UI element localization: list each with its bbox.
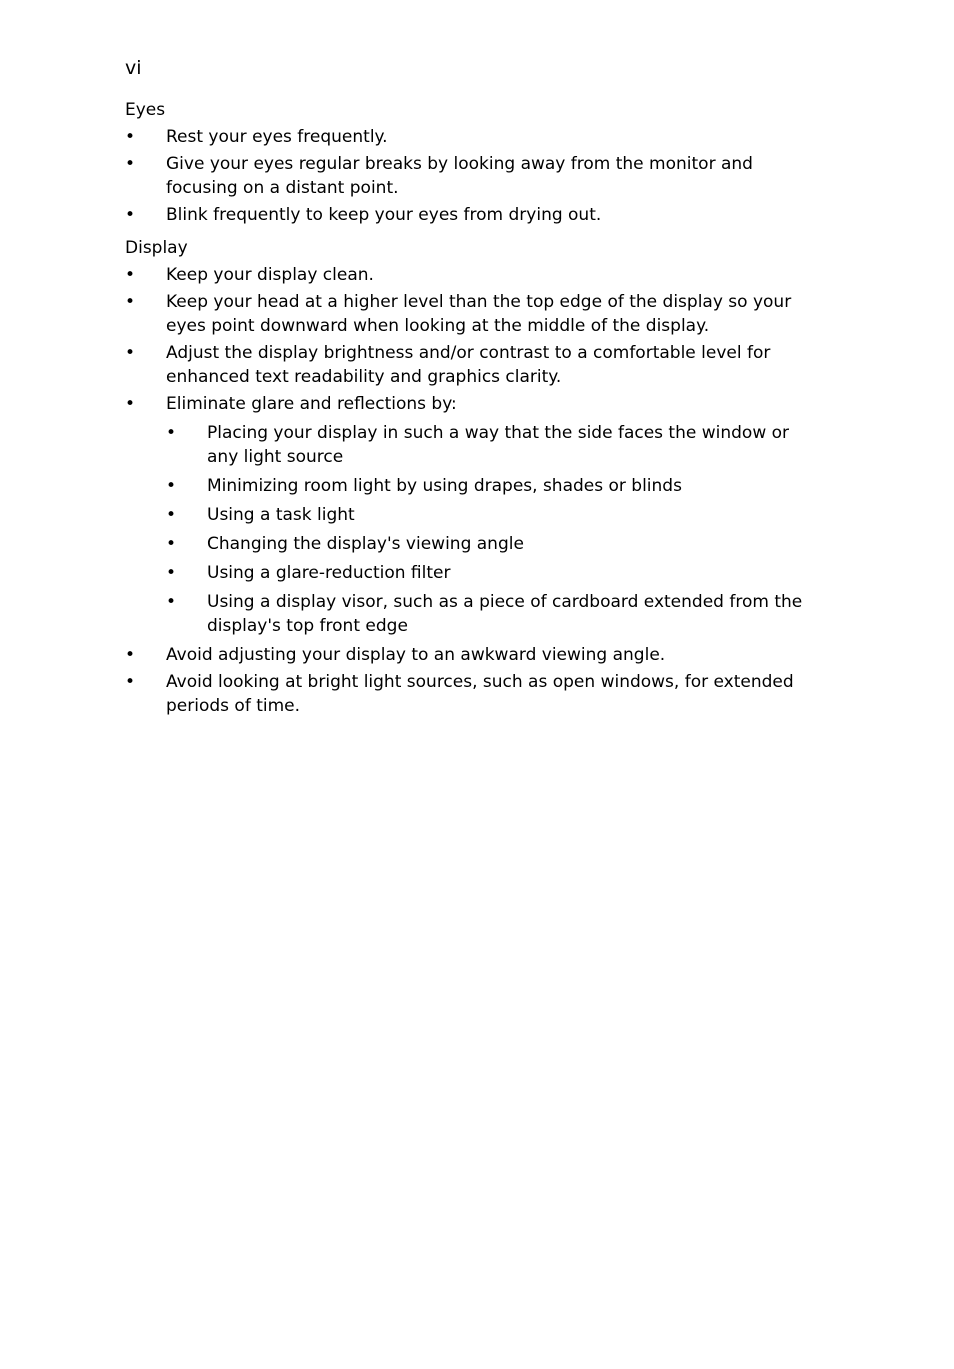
page-number: vi [125, 57, 142, 79]
section-eyes [125, 98, 815, 227]
list-item-glare [125, 392, 815, 638]
list-item: • Rest your eyes frequently. [125, 125, 815, 149]
sub-list-item: • Using a display visor, such as a piece of cardboard extended from the display's top front edge [166, 590, 815, 638]
list-item: • Blink frequently to keep your eyes from drying out. [125, 203, 815, 227]
display-bullet-list [125, 263, 815, 718]
eyes-bullet-list [125, 125, 815, 227]
list-item: • Give your eyes regular breaks by looking away from the monitor and focusing on a distant point. [125, 152, 815, 200]
sub-list-item: • Minimizing room light by using drapes, shades or blinds [166, 474, 815, 498]
sub-list-item: • Using a task light [166, 503, 815, 527]
list-item: • Avoid looking at bright light sources, such as open windows, for extended periods of time. [125, 670, 815, 718]
glare-sub-list [166, 421, 815, 638]
sub-list-item: • Using a glare-reduction filter [166, 561, 815, 585]
list-item: • Keep your head at a higher level than the top edge of the display so your eyes point downward when looking at the middle of the display. [125, 290, 815, 338]
sub-list-item: • Placing your display in such a way that the side faces the window or any light source [166, 421, 815, 469]
list-item: • Keep your display clean. [125, 263, 815, 287]
list-item: • Adjust the display brightness and/or contrast to a comfortable level for enhanced text readability and graphics clarity. [125, 341, 815, 389]
section-heading-eyes: Eyes [125, 100, 166, 120]
section-heading-display: Display [125, 238, 188, 258]
section-display [125, 236, 815, 718]
sub-list-item: • Changing the display's viewing angle [166, 532, 815, 556]
list-item-text: Eliminate glare and reflections by: [166, 394, 457, 414]
list-item: • Avoid adjusting your display to an awkward viewing angle. [125, 643, 815, 667]
page-content [125, 98, 815, 727]
